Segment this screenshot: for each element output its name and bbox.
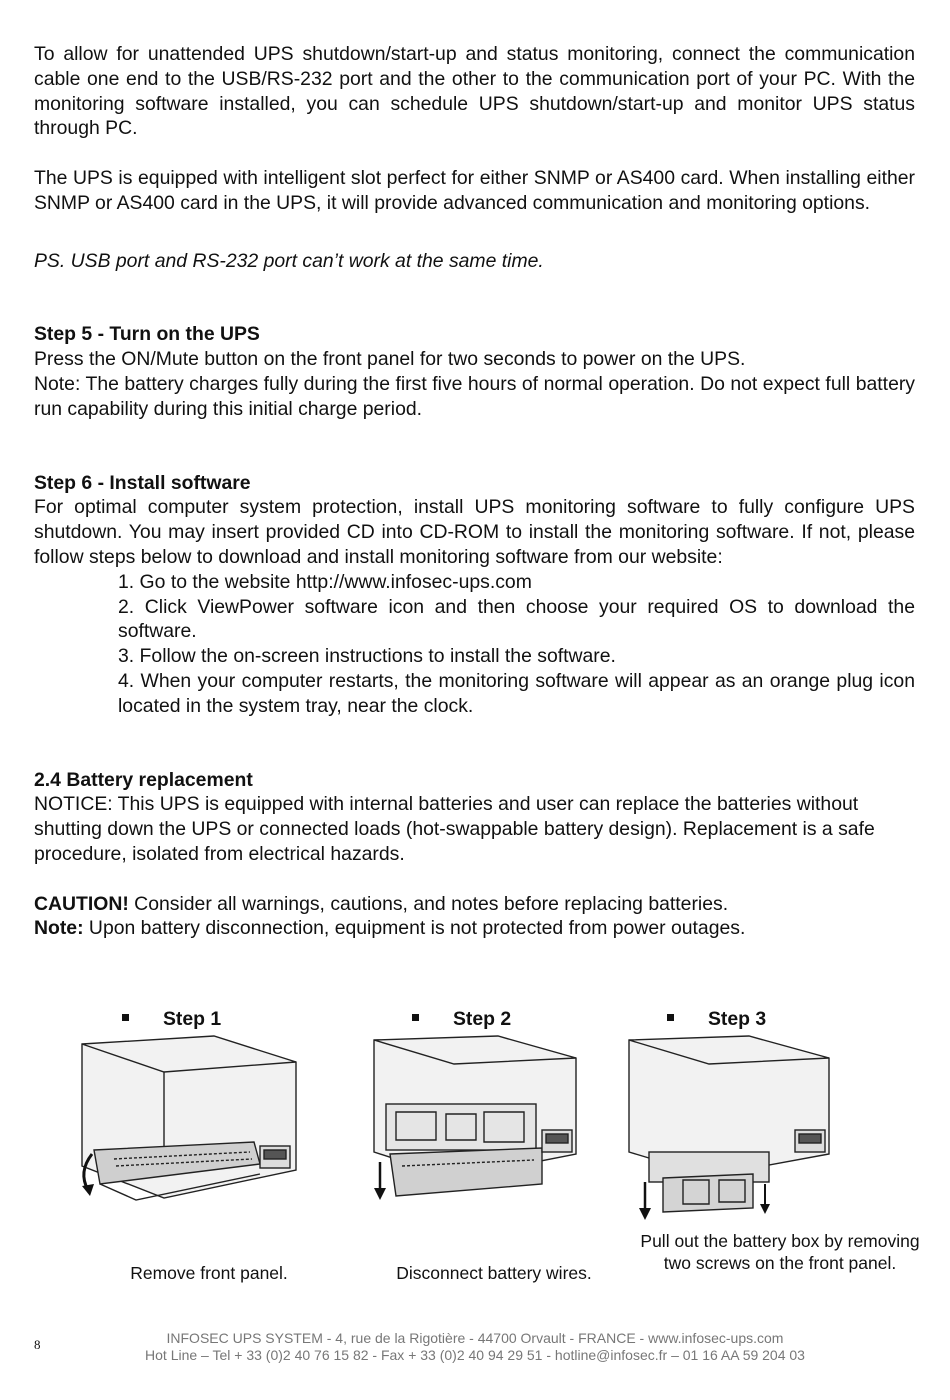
figure-step1 (34, 1008, 324, 1308)
list-item: 2. Click ViewPower software icon and then choose your required OS to download the software. (118, 595, 915, 643)
caution-line (34, 892, 915, 917)
step5-instruction: Press the ON/Mute button on the front panel for two seconds to power on the UPS. (34, 348, 746, 371)
heading-step5: Step 5 - Turn on the UPS (34, 323, 260, 346)
ups-front-panel-removal-illustration (74, 1034, 314, 1204)
heading-step6: Step 6 - Install software (34, 471, 251, 494)
install-steps-list (34, 570, 915, 719)
caution-label: CAUTION! (34, 892, 129, 915)
figure-title: Step 1 (122, 1008, 221, 1031)
note-label: Note: (34, 917, 84, 940)
bullet-icon (667, 1014, 674, 1021)
figure-step2 (364, 1008, 624, 1308)
document-body (34, 42, 915, 941)
caution-text: Consider all warnings, cautions, and notes before replacing batteries. (128, 892, 729, 915)
footer-contact: Hot Line – Tel + 33 (0)2 40 76 15 82 - Fax + 33 (0)2 40 94 29 51 - hotline@infosec.fr – 01 16 AA 59 204 03 (145, 1347, 805, 1363)
footer-address: INFOSEC UPS SYSTEM - 4, rue de la Rigotière - 44700 Orvault - FRANCE - www.infosec-ups.com (166, 1330, 784, 1346)
battery-steps-figures (34, 1008, 920, 1308)
bullet-icon (412, 1014, 419, 1021)
step5-note: Note: The battery charges fully during the first five hours of normal operation. Do not expect full battery run capability during this initial charge period. (34, 372, 915, 420)
figure-caption: Pull out the battery box by removing two screws on the front panel. (640, 1231, 920, 1273)
list-item: 4. When your computer restarts, the monitoring software will appear as an orange plug icon located in the system tray, near the clock. (118, 669, 915, 717)
ups-disconnect-wires-illustration (366, 1034, 606, 1214)
figure-title: Step 2 (412, 1008, 511, 1031)
list-item: 1. Go to the website http://www.infosec-ups.com (118, 570, 532, 593)
ups-pull-battery-box-illustration (623, 1034, 853, 1224)
heading-battery-replacement: 2.4 Battery replacement (34, 768, 253, 791)
figure-caption: Disconnect battery wires. (396, 1263, 592, 1283)
figure-title: Step 3 (667, 1008, 766, 1031)
list-item: 3. Follow the on-screen instructions to install the software. (118, 645, 616, 668)
page-footer (0, 1330, 950, 1364)
paragraph-communication: To allow for unattended UPS shutdown/start-up and status monitoring, connect the communication cable one end to the USB/RS-232 port and the other to the communication port of your PC. With the monitoring software installed, you can schedule UPS shutdown/start-up and monitor UPS status through PC. (34, 43, 915, 140)
battery-notice: NOTICE: This UPS is equipped with internal batteries and user can replace the batteries without shutting down the UPS or connected loads (hot-swappable battery design). Replacement is a safe procedure, isolated from electrical hazards. (34, 793, 875, 865)
paragraph-intelligent-slot: The UPS is equipped with intelligent slot perfect for either SNMP or AS400 card. When installing either SNMP or AS400 card in the UPS, it will provide advanced communication and monitoring options. (34, 166, 915, 214)
note-text: Upon battery disconnection, equipment is not protected from power outages. (83, 917, 746, 940)
page-number: 8 (34, 1337, 41, 1352)
figure-caption: Remove front panel. (130, 1263, 288, 1283)
note-ps: PS. USB port and RS-232 port can’t work at the same time. (34, 249, 544, 272)
figure-step3 (619, 1008, 920, 1308)
bullet-icon (122, 1014, 129, 1021)
note-line (34, 916, 915, 941)
step6-intro: For optimal computer system protection, install UPS monitoring software to fully configure UPS shutdown. You may insert provided CD into CD-ROM to install the monitoring software. If not, please follow steps below to download and install monitoring software from our website: (34, 496, 915, 568)
